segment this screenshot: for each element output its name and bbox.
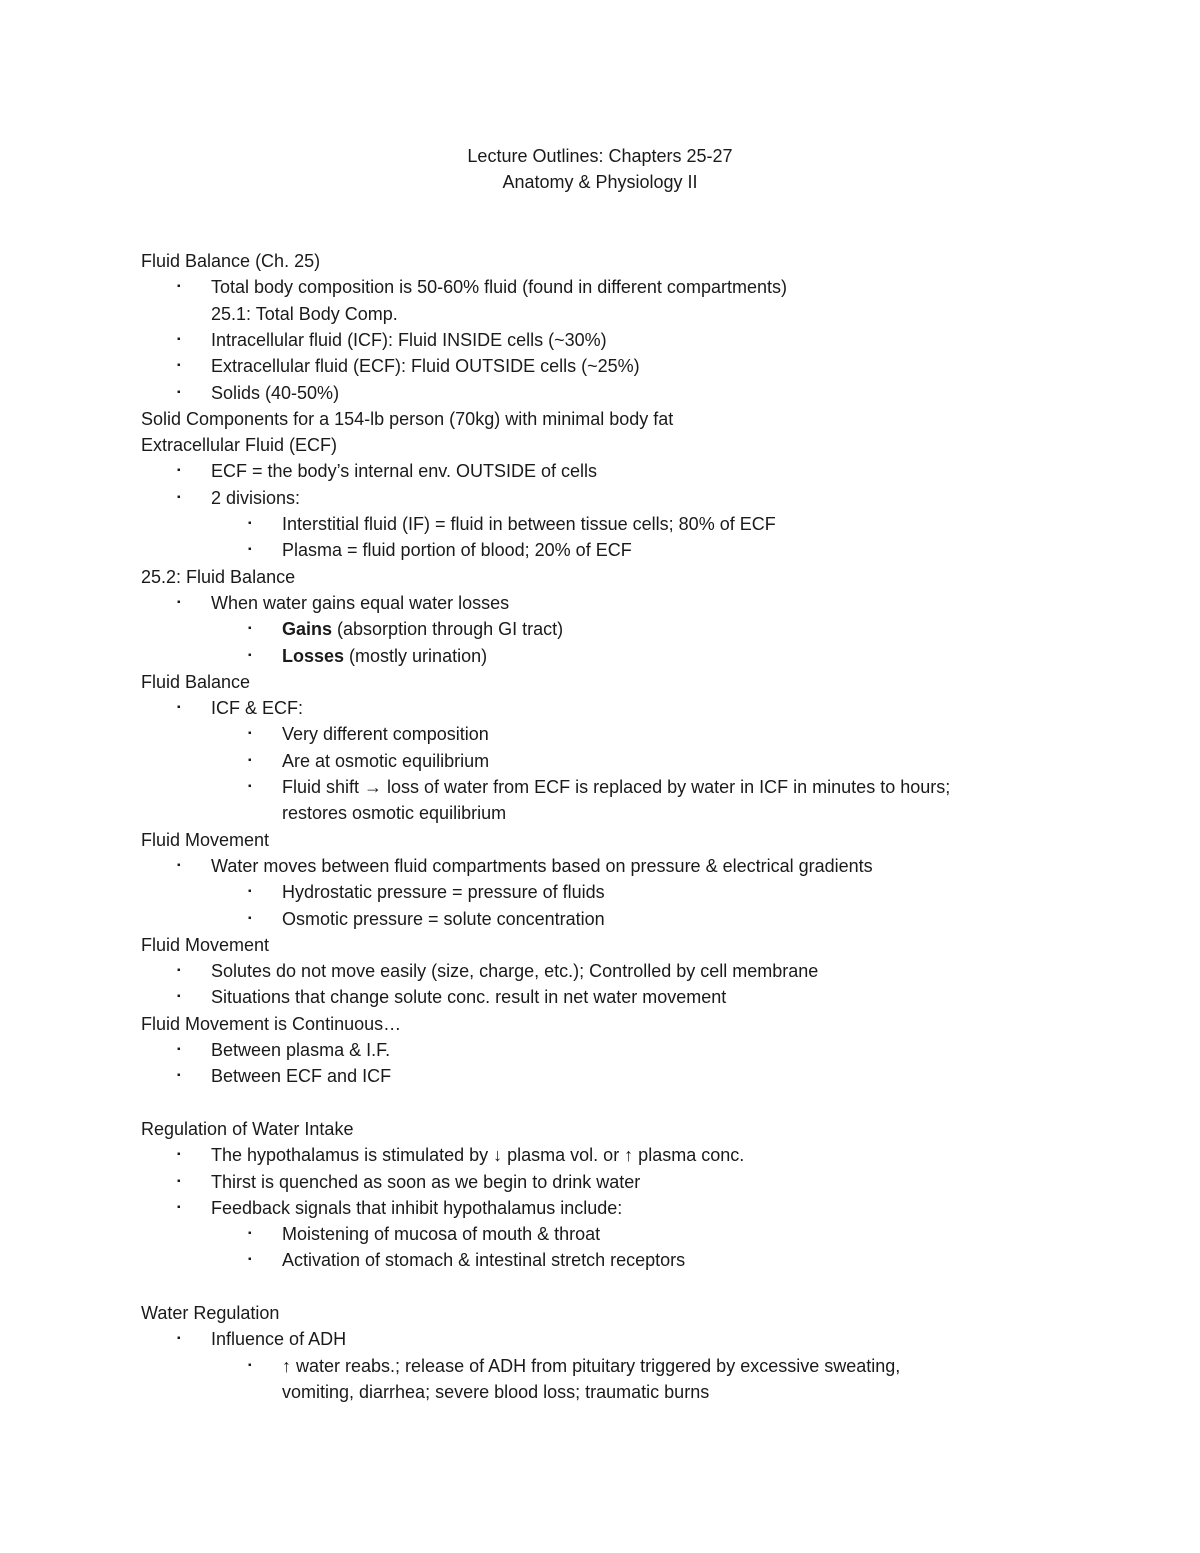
bullet-icon (248, 776, 252, 798)
outline-text: Very different composition (282, 724, 489, 745)
outline-text: Interstitial fluid (IF) = fluid in between tissue cells; 80% of ECF (282, 514, 776, 534)
outline-text: Fluid Balance (141, 671, 251, 692)
outline-item (282, 908, 605, 930)
outline-item (211, 303, 398, 325)
outline-item (282, 513, 776, 535)
outline-text: Activation of stomach & intestinal stretch receptors (282, 1250, 686, 1271)
section-heading (141, 1302, 279, 1324)
bullet-icon (177, 487, 181, 509)
outline-item (211, 276, 787, 298)
outline-text: 25.2: Fluid Balance (141, 566, 296, 587)
outline-text: Plasma = fluid portion of blood; 20% of ECF (282, 540, 632, 561)
section-heading (141, 1013, 401, 1035)
bullet-icon (177, 355, 181, 377)
bullet-icon (248, 618, 252, 640)
outline-text: Fluid shift → loss of water from ECF is replaced by water in ICF in minutes to hours; (282, 777, 951, 797)
outline-text: Solid Components for a 154-lb person (70kg) with minimal body fat (141, 408, 674, 429)
outline-item (282, 881, 605, 903)
outline-item (282, 539, 632, 561)
bullet-icon (177, 1144, 181, 1166)
bullet-icon (248, 723, 252, 745)
section-heading (141, 434, 337, 456)
outline-text: Between ECF and ICF (211, 1066, 392, 1087)
outline-item (282, 1249, 685, 1271)
document-title: Lecture Outlines: Chapters 25-27 (467, 146, 733, 166)
bullet-icon (177, 1328, 181, 1350)
outline-text: The hypothalamus is stimulated by ↓ plasma vol. or ↑ plasma conc. (211, 1145, 745, 1166)
outline-text: Hydrostatic pressure = pressure of fluids (282, 882, 605, 903)
outline-text: Solutes do not move easily (size, charge, etc.); Controlled by cell membrane (211, 961, 819, 982)
outline-item (282, 1223, 600, 1245)
outline-item (211, 1039, 390, 1061)
outline-item (211, 460, 597, 482)
outline-text: Solids (40-50%) (211, 382, 340, 403)
outline-text: Intracellular fluid (ICF): Fluid INSIDE cells (~30%) (211, 329, 607, 350)
outline-text: Water moves between fluid compartments based on pressure & electrical gradients (211, 855, 873, 876)
bullet-icon (177, 276, 181, 298)
document-subtitle: Anatomy & Physiology II (502, 172, 698, 192)
outline-item (211, 986, 726, 1008)
bullet-icon (177, 1197, 181, 1219)
bullet-icon (248, 539, 252, 561)
outline-text: (mostly urination) (344, 645, 488, 666)
bold-term: Gains (282, 619, 333, 640)
outline-text: (absorption through GI tract) (332, 619, 564, 640)
outline-text: Extracellular Fluid (ECF) (141, 435, 338, 456)
outline-text: Extracellular fluid (ECF): Fluid OUTSIDE cells (~25%) (211, 356, 640, 377)
outline-item (282, 1355, 900, 1377)
outline-text: Thirst is quenched as soon as we begin to drink water (211, 1171, 641, 1192)
outline-text: Fluid Movement (141, 829, 270, 850)
outline-item (282, 645, 487, 667)
outline-item (282, 776, 950, 798)
bullet-icon (248, 1223, 252, 1245)
outline-item (282, 1381, 709, 1403)
outline-item (211, 1328, 346, 1350)
outline-text: Fluid Balance (Ch. 25) (141, 251, 321, 271)
outline-text: Osmotic pressure = solute concentration (282, 908, 605, 929)
outline-item (211, 1144, 744, 1166)
bullet-icon (177, 329, 181, 351)
outline-item (211, 960, 818, 982)
bullet-icon (177, 1065, 181, 1087)
outline-item (211, 487, 300, 509)
bullet-icon (177, 697, 181, 719)
outline-text: Are at osmotic equilibrium (282, 750, 490, 771)
outline-text: ↑ water reabs.; release of ADH from pituitary triggered by excessive sweating, (282, 1355, 901, 1376)
bold-term: Losses (282, 645, 345, 666)
outline-text: Influence of ADH (211, 1329, 347, 1350)
outline-text: Moistening of mucosa of mouth & throat (282, 1224, 601, 1245)
outline-text: Fluid Movement (141, 934, 270, 955)
outline-text: ECF = the body’s internal env. OUTSIDE of cells (211, 461, 597, 482)
outline-item (282, 723, 489, 745)
bullet-icon (177, 592, 181, 614)
outline-item (282, 802, 506, 824)
bullet-icon (248, 513, 252, 535)
outline-text: ICF & ECF: (211, 698, 304, 719)
section-heading (141, 250, 320, 272)
section-heading (141, 829, 269, 851)
bullet-icon (248, 645, 252, 667)
outline-item (211, 855, 873, 877)
outline-item (211, 382, 339, 404)
outline-item (282, 750, 489, 772)
bullet-icon (177, 1039, 181, 1061)
outline-text: Between plasma & I.F. (211, 1040, 391, 1060)
outline-text: restores osmotic equilibrium (282, 803, 507, 824)
outline-item (211, 1197, 622, 1219)
section-heading (141, 934, 269, 956)
bullet-icon (177, 382, 181, 404)
outline-item (211, 592, 509, 614)
section-heading (141, 671, 250, 693)
outline-text: Water Regulation (141, 1303, 280, 1323)
section-heading (141, 408, 673, 430)
bullet-icon (177, 1171, 181, 1193)
outline-text: Feedback signals that inhibit hypothalamus include: (211, 1197, 623, 1218)
bullet-icon (248, 1355, 252, 1377)
outline-text: Situations that change solute conc. result in net water movement (211, 987, 727, 1008)
outline-item (282, 618, 563, 640)
bullet-icon (248, 908, 252, 930)
section-heading (141, 566, 295, 588)
bullet-icon (248, 750, 252, 772)
bullet-icon (177, 460, 181, 482)
bullet-icon (248, 1249, 252, 1271)
bullet-icon (177, 855, 181, 877)
bullet-icon (177, 960, 181, 982)
outline-text: Total body composition is 50-60% fluid (found in different compartments) (211, 277, 787, 298)
outline-item (211, 329, 607, 351)
outline-text: 2 divisions: (211, 487, 301, 508)
outline-item (211, 1171, 640, 1193)
outline-text: Regulation of Water Intake (141, 1118, 354, 1139)
outline-text: vomiting, diarrhea; severe blood loss; traumatic burns (282, 1381, 710, 1402)
bullet-icon (177, 986, 181, 1008)
outline-text: When water gains equal water losses (211, 592, 510, 613)
outline-item (211, 355, 640, 377)
bullet-icon (248, 881, 252, 903)
outline-text: Fluid Movement is Continuous… (141, 1013, 402, 1034)
outline-item (211, 1065, 391, 1087)
outline-text: 25.1: Total Body Comp. (211, 303, 398, 324)
section-heading (141, 1118, 353, 1140)
outline-item (211, 697, 303, 719)
